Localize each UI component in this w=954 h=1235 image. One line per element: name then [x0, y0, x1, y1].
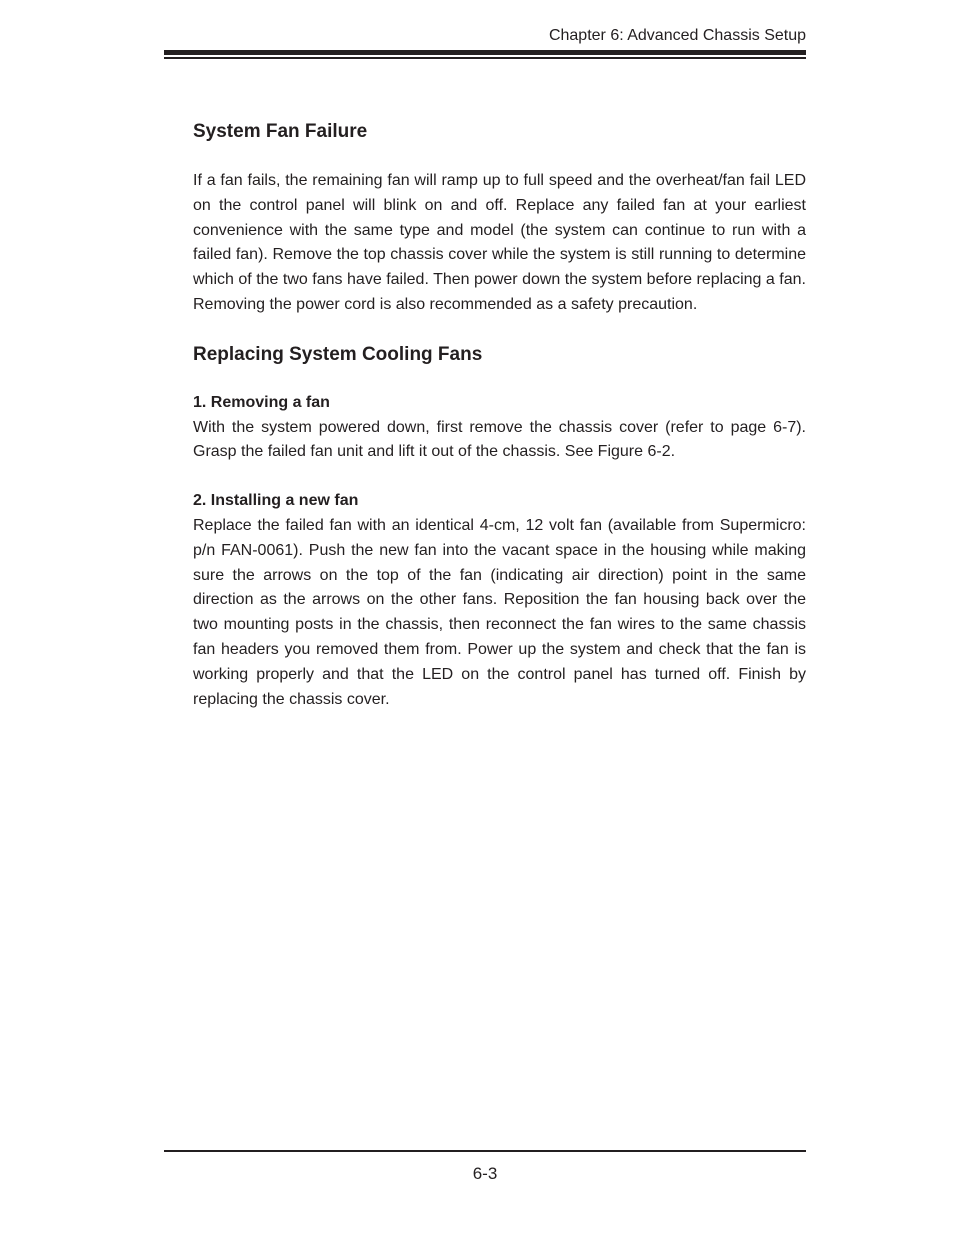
running-header: Chapter 6: Advanced Chassis Setup: [548, 27, 806, 44]
installing-fan-paragraph: Replace the failed fan with an identical 4-cm, 12 volt fan (available from Supermicro: p/n FAN-0061). Push the new fan into the vacant space in the housing while making sure the arrows on the top of the fan (indicating air direction) point in the same direction as the arrows on the other fans. Reposition the fan housing back over the two mounting posts in the chassis, then reconnect the fan wires to the same chassis fan headers you removed them from. Power up the system and check that the fan is working properly and that the LED on the control panel has turned off. Finish by replacing the chassis cover.: [193, 516, 806, 708]
removing-fan-paragraph: With the system powered down, first remove the chassis cover (refer to page 6-7). Grasp the failed fan unit and lift it out of the chassis. See Figure 6-2.: [193, 418, 806, 461]
subheading-removing-fan: 1. Removing a fan: [193, 393, 330, 411]
subheading-installing-fan: 2. Installing a new fan: [193, 492, 359, 510]
footer-rule: [164, 1150, 806, 1152]
page-number: 6-3: [472, 1164, 498, 1183]
header-rule-thin: [164, 57, 806, 59]
page-content: [193, 119, 806, 712]
header-rule-thick: [164, 50, 806, 55]
fan-failure-paragraph: If a fan fails, the remaining fan will ramp up to full speed and the overheat/fan fail LED on the control panel will blink on and off. Replace any failed fan at your earliest convenience with the same type and model (the system can continue to run with a failed fan). Remove the top chassis cover while the system is still running to determine which of the two fans have failed. Then power down the system before replacing a fan. Removing the power cord is also recommended as a safety precaution.: [193, 172, 806, 313]
section-heading-fan-failure: System Fan Failure: [193, 121, 368, 142]
section-heading-replacing-fans: Replacing System Cooling Fans: [193, 343, 483, 365]
